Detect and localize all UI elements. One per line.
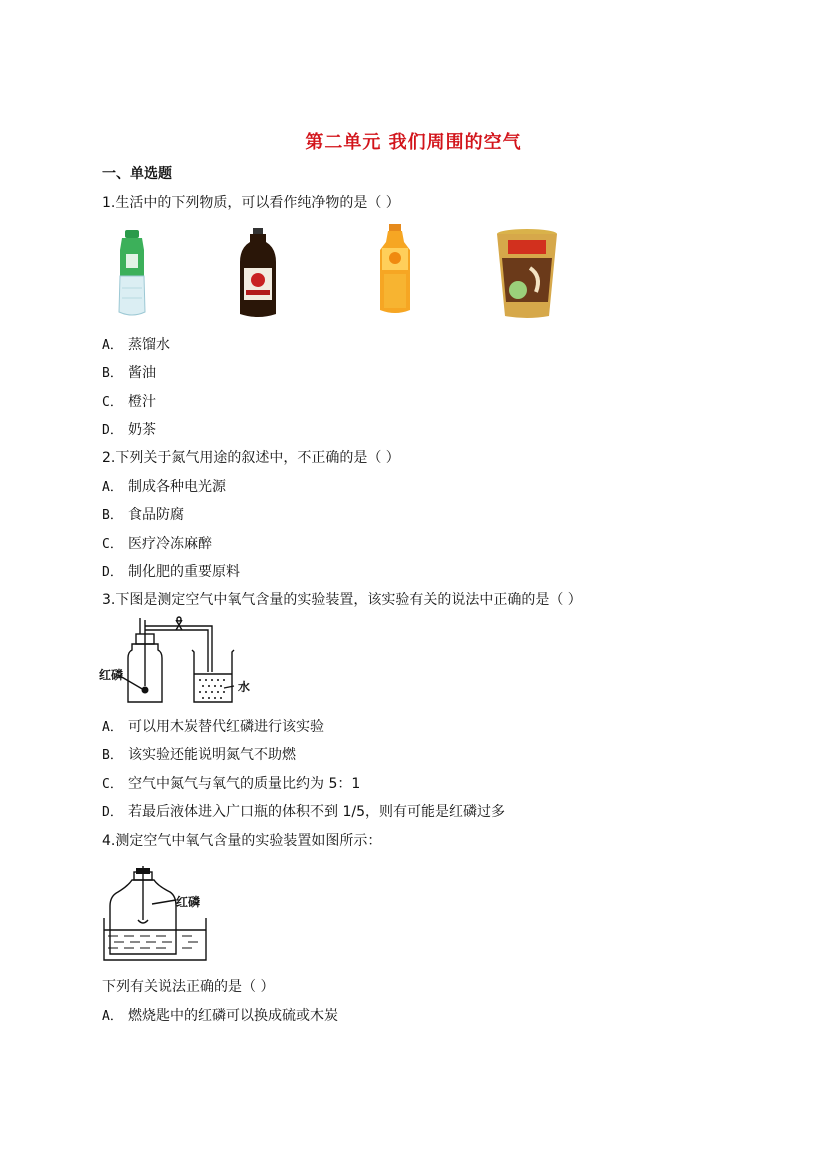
q4-option-a[interactable] <box>102 1005 338 1025</box>
option-letter: C． <box>102 537 123 552</box>
q1-option-c[interactable] <box>102 391 156 411</box>
q2-option-c[interactable] <box>102 533 212 553</box>
q3-option-d[interactable] <box>102 801 505 821</box>
question-4-substem: 下列有关说法正确的是（ ） <box>102 979 275 995</box>
question-4-stem: 4.测定空气中氧气含量的实验装置如图所示： <box>102 833 382 849</box>
water-bottle-icon <box>112 228 152 318</box>
option-letter: A． <box>102 480 123 495</box>
option-letter: B． <box>102 748 123 763</box>
q3-option-a[interactable] <box>102 716 324 736</box>
orange-juice-bottle-icon <box>376 224 414 316</box>
option-letter: A． <box>102 1009 123 1024</box>
option-letter: C． <box>102 777 123 792</box>
option-text: 可以用木炭替代红磷进行该实验 <box>128 719 324 735</box>
oxygen-experiment-apparatus-diagram <box>100 616 260 708</box>
diagram-label-red-phosphorus: 红磷 <box>99 668 124 682</box>
bell-jar-apparatus-diagram <box>100 860 210 964</box>
section-heading: 一、单选题 <box>102 166 172 182</box>
diagram-label-water: 水 <box>238 680 251 694</box>
q1-option-b[interactable] <box>102 362 156 382</box>
q2-option-a[interactable] <box>102 476 226 496</box>
option-letter: C． <box>102 395 123 410</box>
question-2-stem: 2.下列关于氮气用途的叙述中，不正确的是（ ） <box>102 450 400 466</box>
question-3-stem: 3.下图是测定空气中氧气含量的实验装置，该实验有关的说法中正确的是（ ） <box>102 592 582 608</box>
option-letter: D． <box>102 423 123 438</box>
option-letter: A． <box>102 338 123 353</box>
option-letter: D． <box>102 565 123 580</box>
option-text: 橙汁 <box>128 394 156 410</box>
option-letter: B． <box>102 508 123 523</box>
q2-option-d[interactable] <box>102 561 240 581</box>
q1-option-a[interactable] <box>102 334 170 354</box>
option-text: 若最后液体进入广口瓶的体积不到 1/5，则有可能是红磷过多 <box>128 804 505 820</box>
option-letter: A． <box>102 720 123 735</box>
option-letter: B． <box>102 366 123 381</box>
question-1-stem: 1.生活中的下列物质，可以看作纯净物的是（ ） <box>102 195 400 211</box>
option-text: 酱油 <box>128 365 156 381</box>
page-title: 第二单元 我们周围的空气 <box>305 132 522 153</box>
q3-option-c[interactable] <box>102 773 360 793</box>
option-text: 制化肥的重要原料 <box>128 564 240 580</box>
q1-option-d[interactable] <box>102 419 156 439</box>
option-text: 医疗冷冻麻醉 <box>128 536 212 552</box>
option-text: 空气中氮气与氧气的质量比约为 5：1 <box>128 776 361 792</box>
option-text: 蒸馏水 <box>128 337 170 353</box>
soy-sauce-bottle-icon <box>236 228 280 320</box>
q3-option-b[interactable] <box>102 744 296 764</box>
option-text: 燃烧匙中的红磷可以换成硫或木炭 <box>128 1008 338 1024</box>
milk-tea-cup-icon <box>496 228 558 320</box>
option-text: 奶茶 <box>128 422 156 438</box>
option-text: 制成各种电光源 <box>128 479 226 495</box>
q2-option-b[interactable] <box>102 504 184 524</box>
diagram-label-red-phosphorus: 红磷 <box>176 895 201 909</box>
option-text: 食品防腐 <box>128 507 184 523</box>
option-text: 该实验还能说明氮气不助燃 <box>128 747 296 763</box>
option-letter: D． <box>102 805 123 820</box>
